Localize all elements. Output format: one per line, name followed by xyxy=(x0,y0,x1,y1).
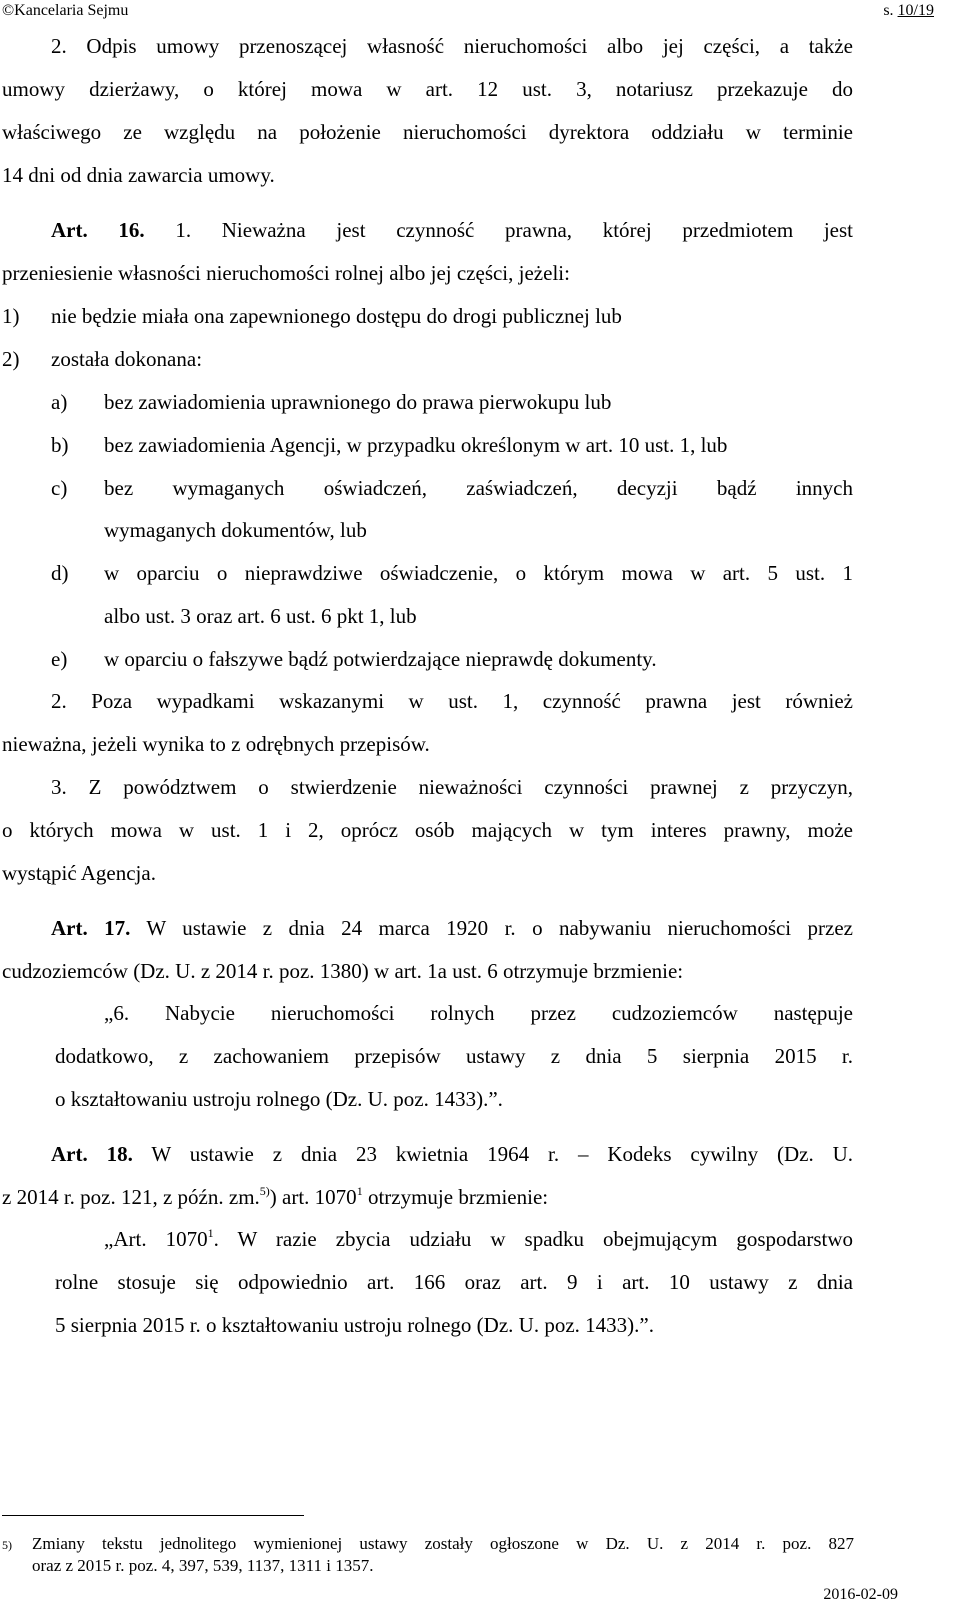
article-16-intro xyxy=(51,217,853,243)
page-prefix: s. xyxy=(883,2,898,19)
article-text: W ustawie z dnia 24 marca 1920 r. o nabywaniu nieruchomości przez xyxy=(130,916,853,940)
footnote-reference[interactable]: 5) xyxy=(259,1184,270,1198)
article-text: 1. Nieważna jest czynność prawna, której przedmiotem jest xyxy=(144,218,854,242)
quote-line: o kształtowaniu ustroju rolnego (Dz. U. poz. 1433).”. xyxy=(55,1087,503,1111)
text-span: ) art. 1070 xyxy=(269,1185,357,1209)
point-number: 2) xyxy=(2,347,20,371)
footnote-text: Zmiany tekstu jednolitego wymienionej ustawy zostały ogłoszone w Dz. U. z 2014 r. poz. 827 xyxy=(32,1534,854,1553)
article-heading: Art. 18. xyxy=(51,1142,133,1166)
body-line: 14 dni od dnia zawarcia umowy. xyxy=(2,163,275,187)
letter-label: e) xyxy=(51,647,68,671)
footnote-divider xyxy=(2,1515,304,1516)
text-span: „Art. 1070 xyxy=(104,1227,208,1251)
point-text: nie będzie miała ona zapewnionego dostępu do drogi publicznej lub xyxy=(51,304,622,328)
body-line: właściwego ze względu na położenie nieruchomości dyrektora oddziału w terminie xyxy=(2,120,853,144)
quote-line: „6. Nabycie nieruchomości rolnych przez cudzoziemców następuje xyxy=(104,1001,853,1025)
quote-line: rolne stosuje się odpowiednio art. 166 oraz art. 9 i art. 10 ustawy z dnia xyxy=(55,1270,853,1294)
letter-text: bez zawiadomienia uprawnionego do prawa pierwokupu lub xyxy=(104,390,612,414)
letter-text: w oparciu o nieprawdziwe oświadczenie, o którym mowa w art. 5 ust. 1 xyxy=(104,561,853,585)
text-span: otrzymuje brzmienie: xyxy=(362,1185,549,1209)
body-line: wystąpić Agencja. xyxy=(2,861,156,885)
body-line: 3. Z powództwem o stwierdzenie nieważności czynności prawnej z przyczyn, xyxy=(51,775,853,799)
header-page-number xyxy=(883,2,934,20)
page-number: 10/19 xyxy=(897,2,934,19)
footnote-text: oraz z 2015 r. poz. 4, 397, 539, 1137, 1311 i 1357. xyxy=(32,1556,374,1575)
letter-text: albo ust. 3 oraz art. 6 ust. 6 pkt 1, lub xyxy=(104,604,417,628)
article-heading: Art. 16. xyxy=(51,218,145,242)
body-line: umowy dzierżawy, o której mowa w art. 12 ust. 3, notariusz przekazuje do xyxy=(2,77,853,101)
quote-line: dodatkowo, z zachowaniem przepisów ustawy z dnia 5 sierpnia 2015 r. xyxy=(55,1044,853,1068)
header-publisher: ©Kancelaria Sejmu xyxy=(2,2,129,19)
letter-text: wymaganych dokumentów, lub xyxy=(104,518,367,542)
article-17-intro xyxy=(51,915,853,941)
point-number: 1) xyxy=(2,304,20,328)
body-line: nieważna, jeżeli wynika to z odrębnych przepisów. xyxy=(2,732,430,756)
text-span: . W razie zbycia udziału w spadku obejmującym gospodarstwo xyxy=(213,1227,853,1251)
article-heading: Art. 17. xyxy=(51,916,131,940)
body-line: cudzoziemców (Dz. U. z 2014 r. poz. 1380) w art. 1a ust. 6 otrzymuje brzmienie: xyxy=(2,959,684,983)
article-18-intro xyxy=(51,1141,853,1167)
superscript: 1 xyxy=(207,1226,214,1240)
text-span: z 2014 r. poz. 121, z późn. zm. xyxy=(2,1185,260,1209)
footnote-mark: 5) xyxy=(2,1538,12,1552)
quote-line: 5 sierpnia 2015 r. o kształtowaniu ustroju rolnego (Dz. U. poz. 1433).”. xyxy=(55,1313,654,1337)
letter-label: b) xyxy=(51,433,69,457)
body-line: przeniesienie własności nieruchomości rolnej albo jej części, jeżeli: xyxy=(2,261,570,285)
footer-date: 2016-02-09 xyxy=(823,1586,898,1603)
body-line xyxy=(2,1184,548,1210)
body-line: 2. Odpis umowy przenoszącej własność nieruchomości albo jej części, a także xyxy=(51,34,853,58)
point-text: została dokonana: xyxy=(51,347,203,371)
body-line: o których mowa w ust. 1 i 2, oprócz osób mających w tym interes prawny, może xyxy=(2,818,853,842)
body-line: 2. Poza wypadkami wskazanymi w ust. 1, czynność prawna jest również xyxy=(51,689,853,713)
letter-text: w oparciu o fałszywe bądź potwierdzające nieprawdę dokumenty. xyxy=(104,647,657,671)
letter-text: bez zawiadomienia Agencji, w przypadku określonym w art. 10 ust. 1, lub xyxy=(104,433,728,457)
letter-label: a) xyxy=(51,390,68,414)
quote-line xyxy=(104,1226,853,1252)
letter-text: bez wymaganych oświadczeń, zaświadczeń, decyzji bądź innych xyxy=(104,476,853,500)
superscript: 1 xyxy=(356,1184,363,1198)
letter-label: c) xyxy=(51,476,68,500)
article-text: W ustawie z dnia 23 kwietnia 1964 r. – Kodeks cywilny (Dz. U. xyxy=(132,1142,853,1166)
letter-label: d) xyxy=(51,561,69,585)
